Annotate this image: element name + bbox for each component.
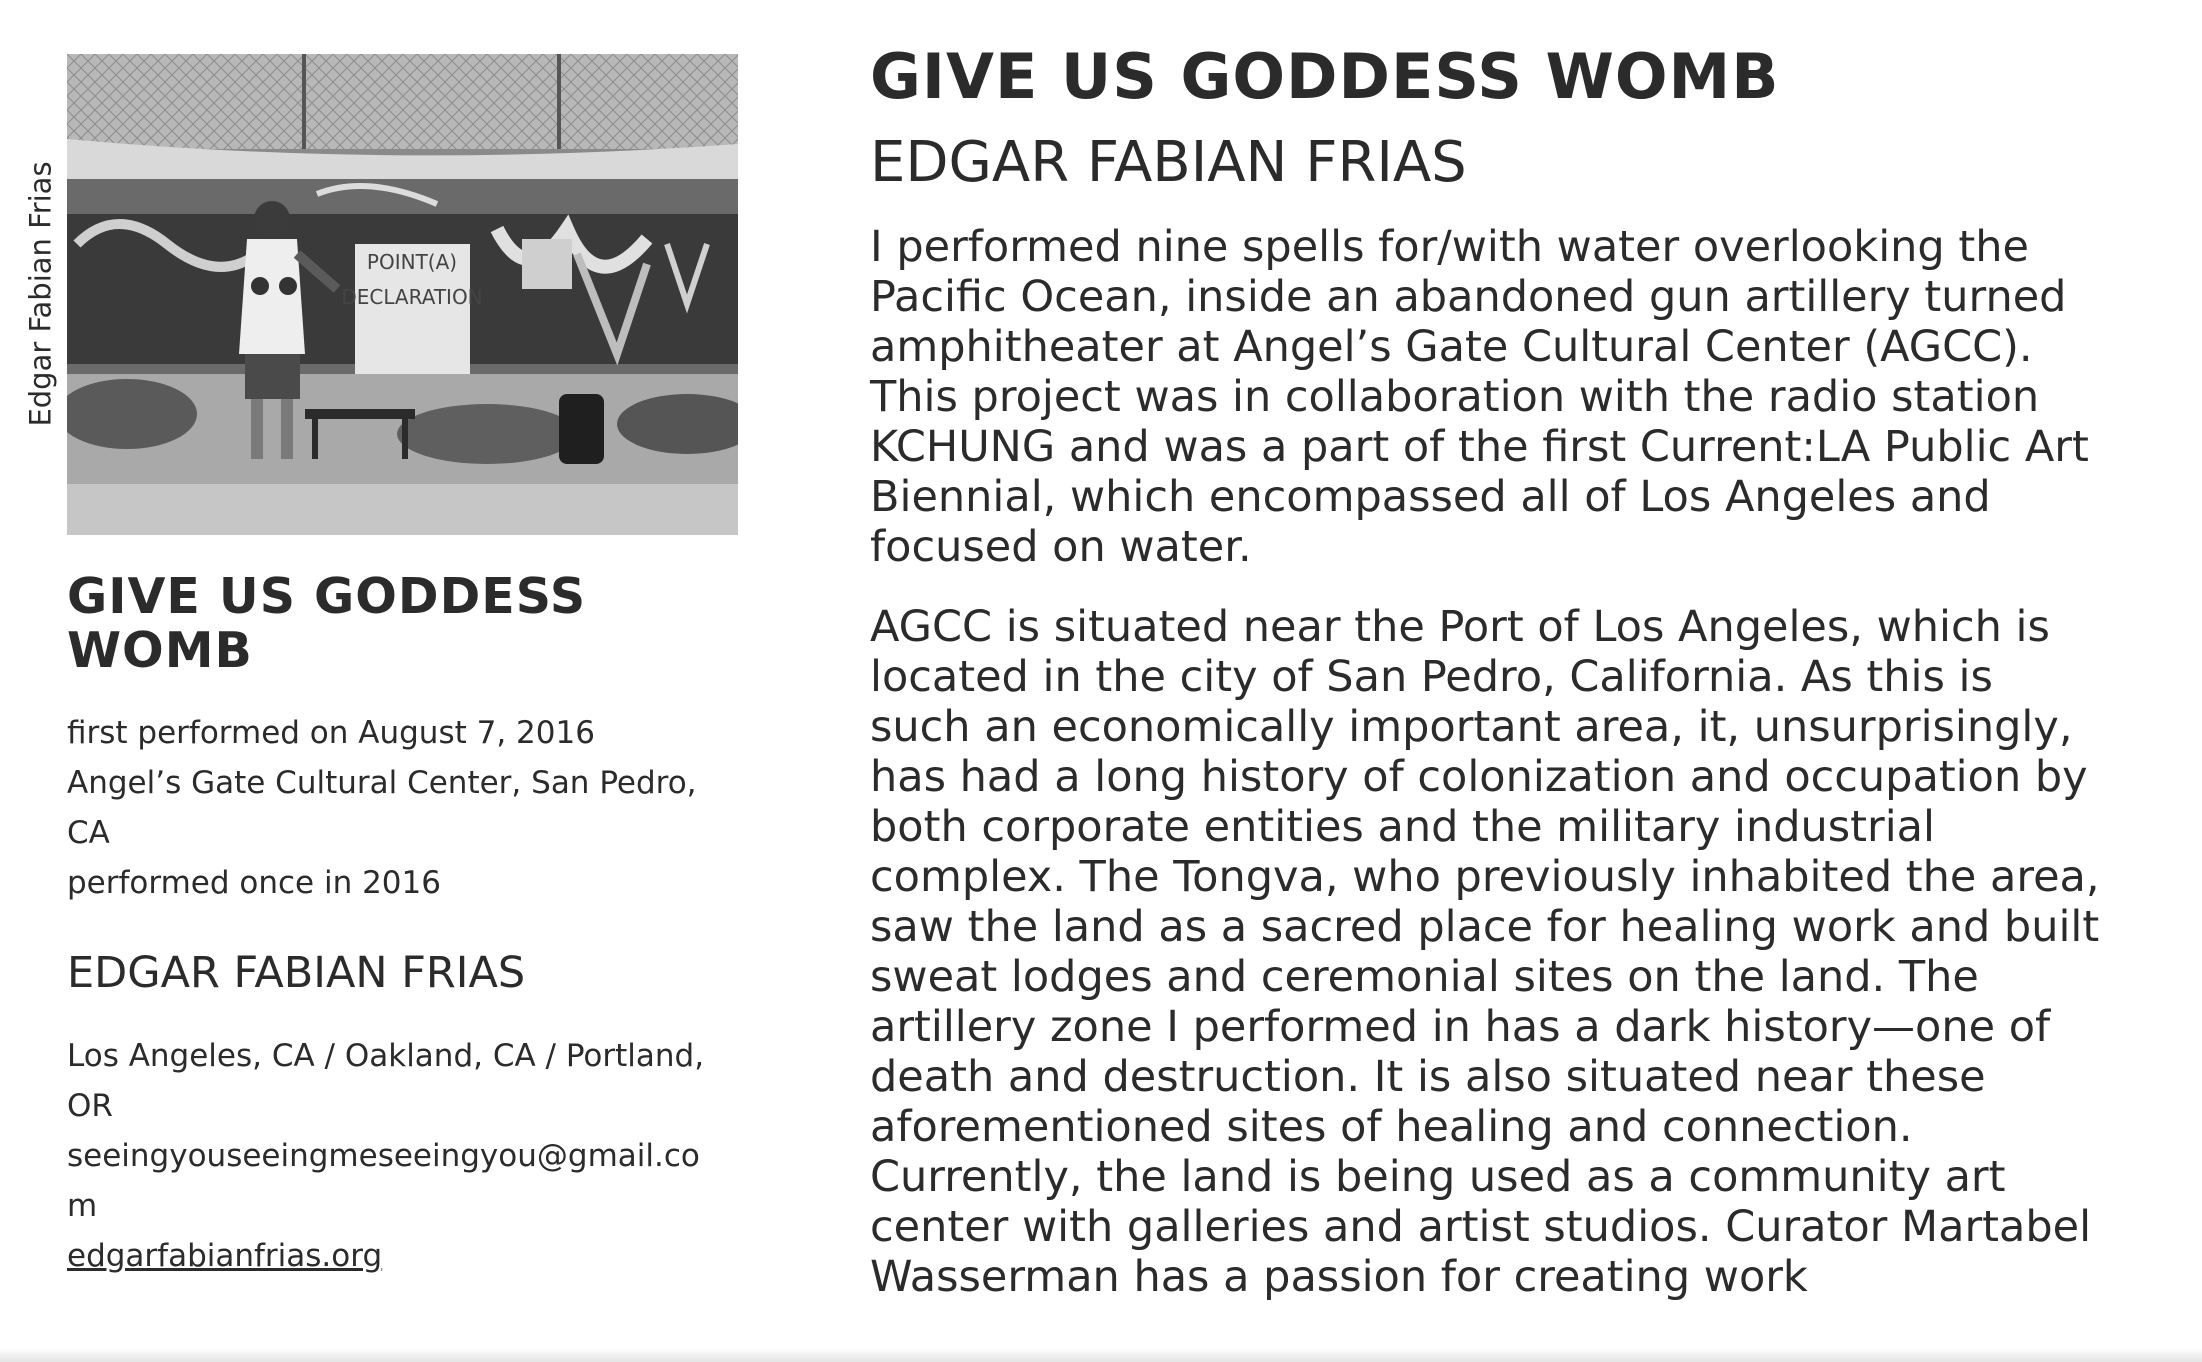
artist-location: Los Angeles, CA / Oakland, CA / Portland, OR — [67, 1038, 705, 1124]
sidebar-title: GIVE US GODDESS WOMB — [67, 568, 587, 679]
artist-email: seeingyouseeingmeseeingyou@gmail.com — [67, 1138, 700, 1224]
performance-photo-image — [67, 54, 738, 535]
article-paragraph-1: I performed nine spells for/with water overlooking the Pacific Ocean, inside an abandoned gun artillery turned amphitheater at Angel’s Gate Cultural Center (AGCC). This project was in collaboration with the radio station KCHUNG and was a part of the first Current:LA Public Art Biennial, which encompassed all of Los Angeles and focused on water. — [870, 222, 2089, 572]
photo-credit-text: Edgar Fabian Frias — [24, 161, 59, 427]
sign-text-1: POINT(A) — [366, 250, 458, 274]
meta-first-performed: first performed on August 7, 2016 — [67, 715, 595, 751]
artist-name: EDGAR FABIAN FRIAS — [870, 130, 1467, 195]
bottom-scroll-shadow — [0, 1348, 2202, 1362]
article-paragraph-2: AGCC is situated near the Port of Los Angeles, which is located in the city of San Pedro, California. As this is such an economically important area, it, unsurprisingly, has had a long history of colonization and occupation by both corporate entities and the military industrial complex. The Tongva, who previously inhabited the area, saw the land as a sacred place for healing work and built sweat lodges and ceremonial sites on the land. The artillery zone I performed in has a dark history—one of death and destruction. It is also situated near these aforementioned sites of healing and connection. Currently, the land is being used as a community art center with galleries and artist studios. Curator Martabel Wasserman has a passion for creating work — [870, 602, 2100, 1302]
artist-contact — [67, 1031, 727, 1281]
artist-website-link[interactable]: edgarfabianfrias.org — [67, 1238, 383, 1274]
page-title: GIVE US GODDESS WOMB — [870, 40, 1780, 113]
meta-venue: Angel’s Gate Cultural Center, San Pedro, CA — [67, 765, 697, 851]
sign-text-2: DECLARATION — [341, 285, 483, 309]
performance-meta — [67, 708, 747, 908]
performance-photo — [67, 54, 738, 535]
article-body — [870, 222, 2100, 1332]
sidebar-artist-name: EDGAR FABIAN FRIAS — [67, 948, 526, 998]
meta-frequency: performed once in 2016 — [67, 865, 441, 901]
photo-credit — [20, 54, 62, 534]
